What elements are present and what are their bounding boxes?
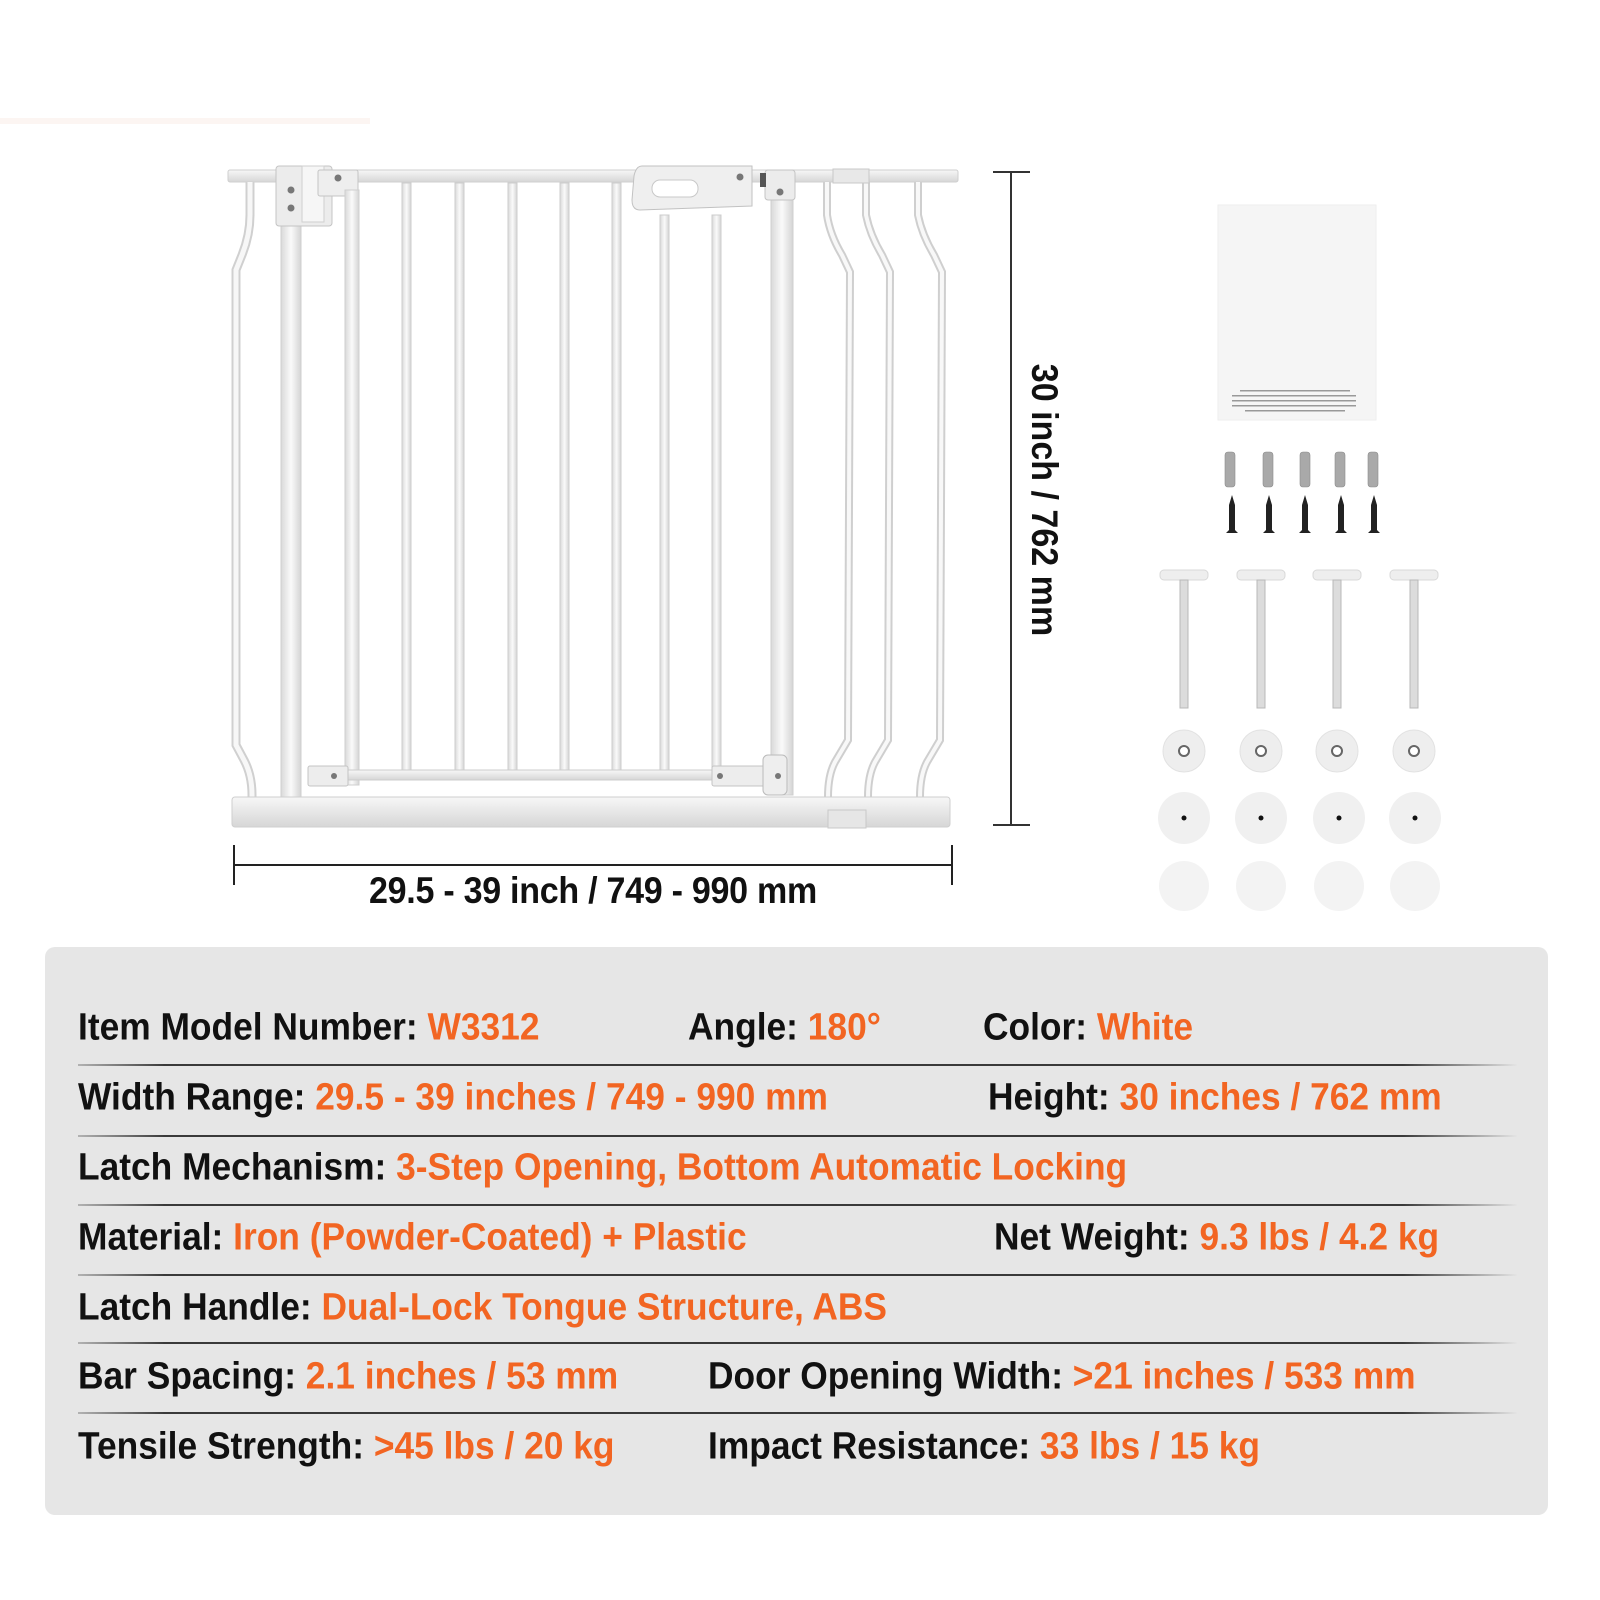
bottom-hinge: [308, 766, 348, 786]
spec-row-latch-handle: [78, 1273, 1548, 1343]
bottom-latch: [712, 755, 787, 795]
spec-row-material: [78, 1203, 1548, 1273]
spec-material: Material: Iron (Powder-Coated) + Plastic: [78, 1216, 747, 1259]
spec-latch-handle: Latch Handle: Dual-Lock Tongue Structure, ABS: [78, 1286, 887, 1329]
spec-row-dimensions: [78, 1063, 1548, 1133]
door-bottom-bar: [310, 770, 778, 780]
wall-anchors: [1225, 452, 1378, 487]
spec-angle: Angle: 180°: [688, 1006, 881, 1049]
bottom-rail: [232, 797, 950, 828]
adhesive-pads: [1159, 861, 1440, 911]
spec-row-strength: [78, 1412, 1548, 1482]
spec-door-opening-width: Door Opening Width: >21 inches / 533 mm: [708, 1355, 1416, 1398]
height-dimension-label: 30 inch / 762 mm: [1024, 363, 1065, 637]
spec-row-spacing: [78, 1342, 1548, 1412]
spec-net-weight: Net Weight: 9.3 lbs / 4.2 kg: [994, 1216, 1440, 1259]
spec-latch-mechanism: Latch Mechanism: 3-Step Opening, Bottom Automatic Locking: [78, 1146, 1128, 1189]
screws: [1226, 495, 1380, 533]
extension-panel: [827, 169, 942, 797]
width-dimension-label: 29.5 - 39 inch / 749 - 990 mm: [368, 870, 817, 911]
spec-color: Color: White: [983, 1006, 1194, 1049]
spec-width-range: Width Range: 29.5 - 39 inches / 749 - 990 mm: [78, 1076, 828, 1119]
spec-row-latch-mechanism: [78, 1133, 1548, 1203]
background-artifact: [0, 118, 370, 124]
instruction-manual: [1218, 205, 1376, 420]
spec-tensile-strength: Tensile Strength: >45 lbs / 20 kg: [78, 1425, 615, 1468]
left-post: [281, 182, 301, 797]
spec-impact-resistance: Impact Resistance: 33 lbs / 15 kg: [708, 1425, 1260, 1468]
latch-top: [760, 170, 795, 200]
spec-height: Height: 30 inches / 762 mm: [988, 1076, 1442, 1119]
spec-model-number: Item Model Number: W3312: [78, 1006, 540, 1049]
threaded-spindles: [1160, 570, 1438, 708]
wall-cups: [1158, 792, 1441, 844]
door-bars: [402, 183, 721, 775]
spec-row-model: [78, 993, 1548, 1063]
lock-nuts: [1163, 730, 1435, 772]
spec-bar-spacing: Bar Spacing: 2.1 inches / 53 mm: [78, 1355, 619, 1398]
latch-handle: [632, 166, 752, 210]
